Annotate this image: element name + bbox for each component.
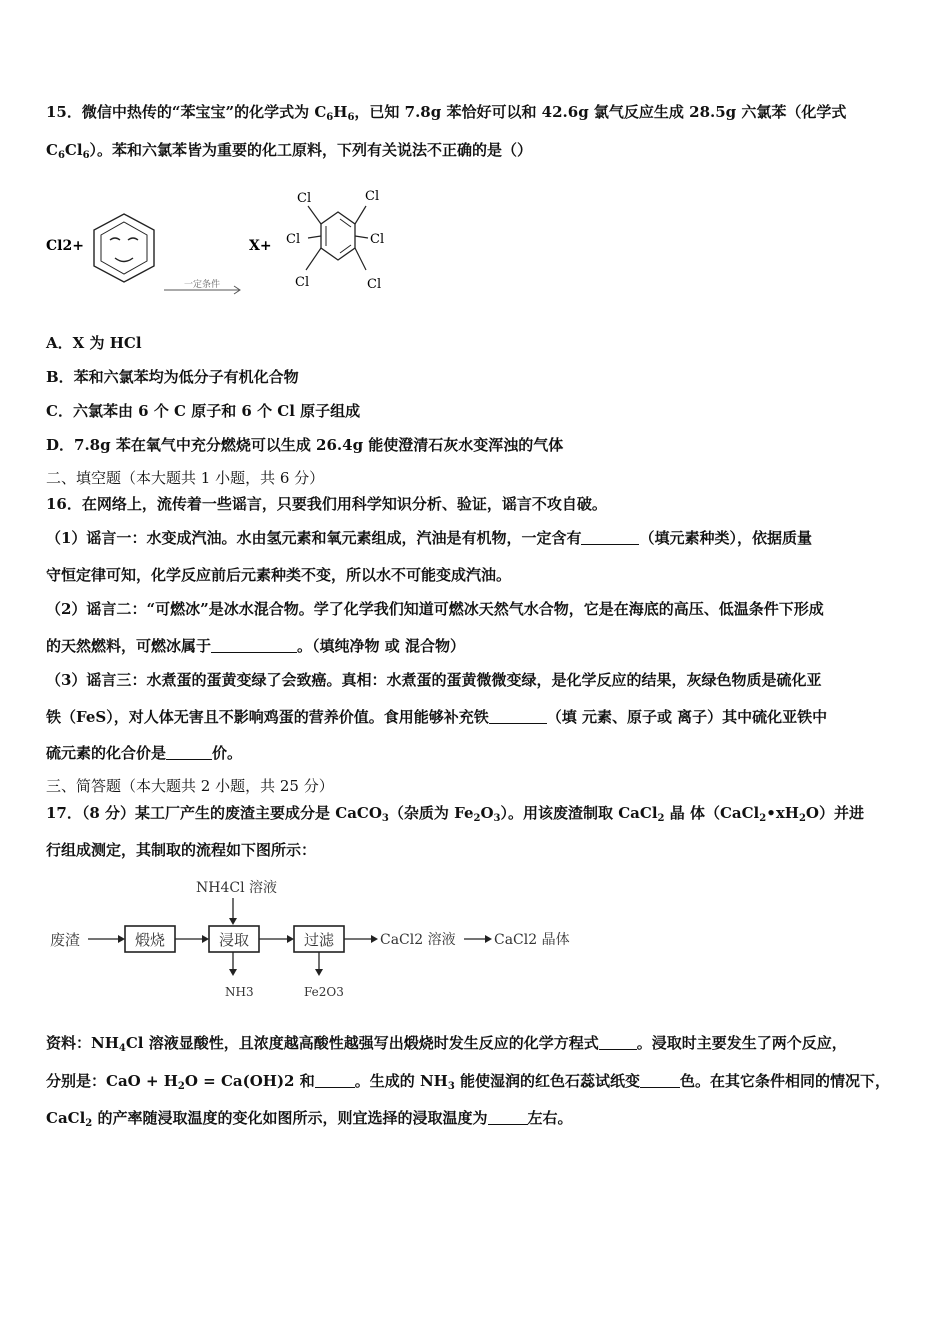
cl-atom: Cl bbox=[365, 189, 380, 204]
q16-part2-line2: 的天然燃料，可燃冰属于 。（填纯净物 或 混合物） bbox=[46, 637, 465, 655]
q17-resource-line2: 分别是：CaO + $H_2O = Ca(OH)2$ 和 。生成的 $NH_3$ 能使湿润的红色石蕊试纸变 色。在其它条件相同的情况下， bbox=[46, 1072, 891, 1092]
option-b: B．苯和六氯苯均为低分子有机化合物 bbox=[46, 368, 299, 386]
flow-solution: CaCl2 溶液 bbox=[380, 932, 456, 948]
q17-line1: 17．（8 分）某工厂产生的废渣主要成分是 CaCO$_3$（杂质为 $Fe_2O_3$）。用该废渣制取 CaCl$_2$ 晶 体$(CaCl_2•xH_2O)$并进 bbox=[46, 804, 864, 824]
reaction-figure bbox=[40, 180, 400, 300]
section3-heading: 三、简答题（本大题共 2 小题，共 25 分） bbox=[46, 777, 334, 795]
cl-atom: Cl bbox=[297, 191, 312, 206]
cl-atom: Cl bbox=[370, 232, 385, 247]
q16-part2-line1: （2）谣言二：“可燃冰”是冰水混合物。学了化学我们知道可燃冰天然气水合物，它是在海底的高压、低温条件下形成 bbox=[46, 600, 824, 618]
answer-blank[interactable] bbox=[315, 1073, 355, 1088]
reaction-diagram bbox=[40, 180, 400, 300]
q15-line2: $C_6Cl_6$）。苯和六氯苯皆为重要的化工原料，下列有关说法不正确的是（） bbox=[46, 141, 533, 161]
condition-label: 一定条件 bbox=[184, 280, 221, 290]
flow-box1-label: 煅烧 bbox=[135, 931, 166, 949]
flow-svg bbox=[44, 872, 584, 1007]
benzene-with-face bbox=[94, 214, 154, 282]
option-d: D．7.8g 苯在氧气中充分燃烧可以生成 26.4g 能使澄清石灰水变浑浊的气体 bbox=[46, 436, 564, 454]
q16-part1-line2: 守恒定律可知，化学反应前后元素种类不变，所以水不可能变成汽油。 bbox=[46, 566, 512, 584]
flow-box2-label: 浸取 bbox=[219, 931, 250, 949]
flow-box3-label: 过滤 bbox=[304, 931, 335, 949]
q16-part3-line2: 铁（FeS），对人体无害且不影响鸡蛋的营养价值。食用能够补充铁 （填 元素、原子或 离子）其中硫化亚铁中 bbox=[46, 708, 828, 726]
answer-blank[interactable] bbox=[640, 1073, 680, 1088]
answer-blank[interactable] bbox=[166, 745, 212, 760]
flow-crystal: CaCl2 晶体 bbox=[494, 932, 570, 948]
flow-output-nh3: NH3 bbox=[225, 985, 254, 999]
answer-blank[interactable] bbox=[211, 638, 297, 653]
q16-intro: 16．在网络上，流传着一些谣言，只要我们用科学知识分析、验证，谣言不攻自破。 bbox=[46, 495, 607, 513]
option-a: A．X 为 HCl bbox=[46, 334, 142, 352]
option-c: C．六氯苯由 6 个 C 原子和 6 个 Cl 原子组成 bbox=[46, 402, 361, 420]
answer-blank[interactable] bbox=[488, 1110, 528, 1125]
answer-blank[interactable] bbox=[489, 709, 547, 724]
q17-line2: 行组成测定，其制取的流程如下图所示： bbox=[46, 841, 317, 859]
q17-resource-line3: CaCl$_2$ 的产率随浸取温度的变化如图所示，则宜选择的浸取温度为 左右。 bbox=[46, 1109, 573, 1129]
hexachlorobenzene bbox=[286, 189, 384, 292]
q16-part1-line1: （1）谣言一：水变成汽油。水由氢元素和氧元素组成，汽油是有机物，一定含有 （填元素种类），依据质量 bbox=[46, 529, 812, 547]
product-x-label: X+ bbox=[249, 238, 272, 254]
q15-line1: 15．微信中热传的“苯宝宝”的化学式为 $C_6H_6$，已知 7.8g 苯恰好可以和 42.6g 氯气反应生成 28.5g 六氯苯（化学式 bbox=[46, 103, 847, 123]
q17-resource-line1: 资料：$NH_4Cl$ 溶液显酸性，且浓度越高酸性越强写出煅烧时发生反应的化学方程式 。浸取时主要发生了两个反应， bbox=[46, 1034, 847, 1054]
answer-blank[interactable] bbox=[581, 530, 639, 545]
q16-part3-line1: （3）谣言三：水煮蛋的蛋黄变绿了会致癌。真相：水煮蛋的蛋黄微微变绿，是化学反应的结果，灰绿色物质是硫化亚 bbox=[46, 671, 822, 689]
cl-atom: Cl bbox=[286, 232, 301, 247]
reactant-label: Cl2+ bbox=[46, 238, 84, 254]
section2-heading: 二、填空题（本大题共 1 小题，共 6 分） bbox=[46, 469, 325, 487]
process-flow-diagram bbox=[44, 872, 584, 1007]
cl-atom: Cl bbox=[295, 275, 310, 290]
q16-part3-line3: 硫元素的化合价是 价。 bbox=[46, 744, 243, 762]
flow-output-fe2o3: Fe2O3 bbox=[304, 985, 344, 999]
flow-input-top: NH4Cl 溶液 bbox=[196, 880, 278, 896]
flow-start: 废渣 bbox=[50, 931, 81, 949]
answer-blank[interactable] bbox=[599, 1035, 637, 1050]
cl-atom: Cl bbox=[367, 277, 382, 292]
